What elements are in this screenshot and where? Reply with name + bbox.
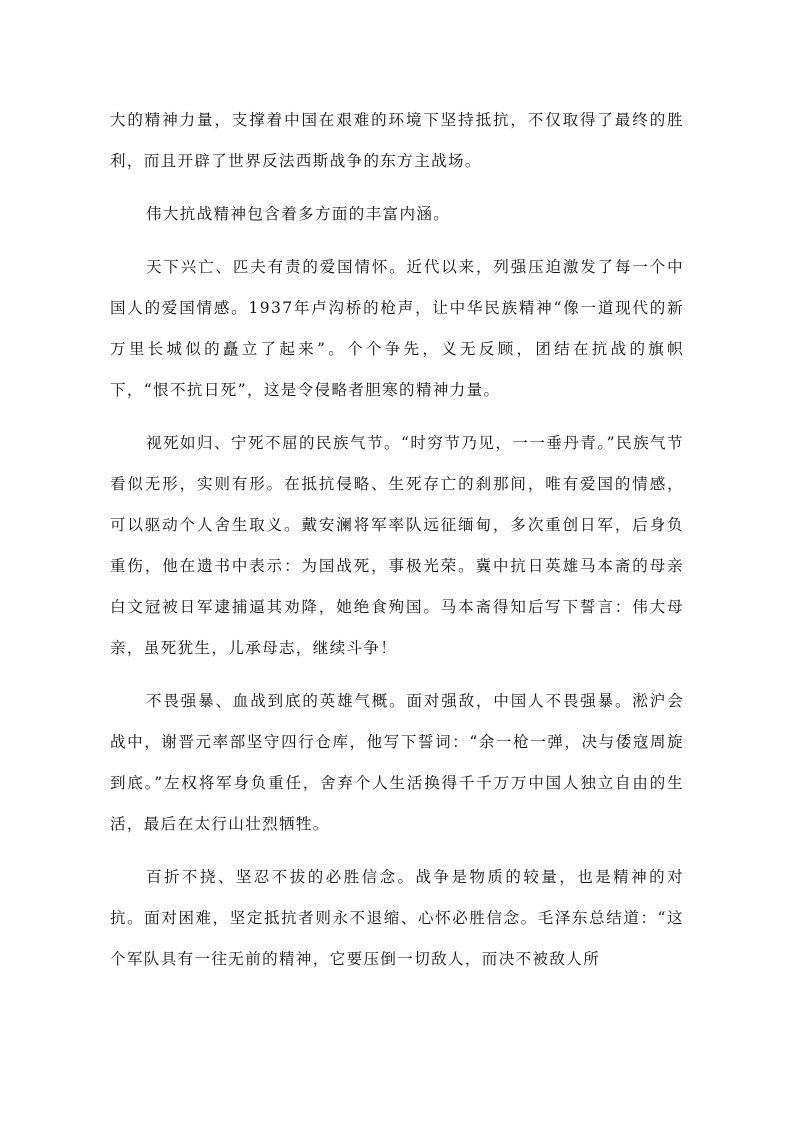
document-body [110,100,684,980]
paragraph-heroism: 不畏强暴、血战到底的英雄气概。面对强敌，中国人不畏强暴。淞沪会战中，谢晋元率部坚守四行仓库，他写下誓词：“余一枪一弹，决与倭寇周旋到底。”左权将军身负重任，舍弃个人生活换得千千万万中国人独立自由的生活，最后在太行山壮烈牺牲。 [110,692,684,833]
paragraph-intro: 伟大抗战精神包含着多方面的丰富内涵。 [146,205,451,223]
paragraph-national-integrity: 视死如归、宁死不屈的民族气节。“时穷节乃见，一一垂丹青。”民族气节看似无形，实则有形。在抵抗侵略、生死存亡的刹那间，唯有爱国的情感，可以驱动个人舍生取义。戴安澜将军率队远征缅甸，多次重创日军，后身负重伤，他在遗书中表示：为国战死，事极光荣。冀中抗日英雄马本斋的母亲白文冠被日军逮捕逼其劝降，她绝食殉国。马本斋得知后写下誓言：伟大母亲，虽死犹生，儿承母志，继续斗争！ [110,434,684,657]
paragraph-patriotism: 天下兴亡、匹夫有责的爱国情怀。近代以来，列强压迫激发了每一个中国人的爱国情感。1937年卢沟桥的枪声，让中华民族精神“像一道现代的新万里长城似的矗立了起来”。个个争先，义无反顾，团结在抗战的旗帜下，“恨不抗日死”，这是令侵略者胆寒的精神力量。 [110,258,684,399]
paragraph-conviction: 百折不挠、坚忍不拔的必胜信念。战争是物质的较量，也是精神的对抗。面对困难，坚定抵抗者则永不退缩、心怀必胜信念。毛泽东总结道：“这个军队具有一往无前的精神，它要压倒一切敌人，而决不被敌人所 [110,868,684,968]
paragraph-continuation: 大的精神力量，支撑着中国在艰难的环境下坚持抵抗，不仅取得了最终的胜利，而且开辟了世界反法西斯战争的东方主战场。 [110,111,684,170]
